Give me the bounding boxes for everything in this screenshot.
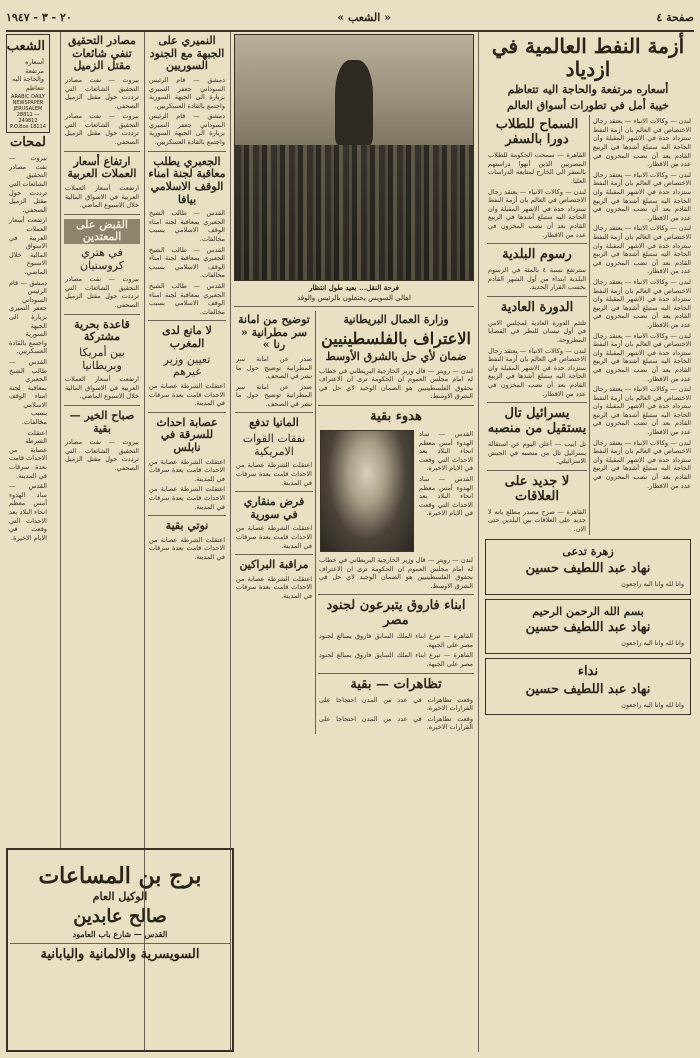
arrest-sub: في هتري كروستيان <box>80 246 124 272</box>
lamahat-body: بيروت — نفت مصادر التحقيق الشائعات التي ترددت حول مقتل الزميل الصحفي. <box>9 154 47 214</box>
tawdih-headline: توضيح من امانة سر مطرانية « رنا » <box>238 313 310 352</box>
lamahat-title: لمحات <box>9 135 47 151</box>
notice-title: نداء <box>577 663 599 679</box>
notice-prayer: وانا لله وانا اليه راجعون <box>621 700 684 709</box>
gang-headline: عصابة احداث للسرقة في نابلس <box>156 415 218 454</box>
column-five <box>62 32 142 848</box>
condolence-name: نهاد عبد اللطيف حسين <box>525 620 651 636</box>
announce-name: نهاد عبد اللطيف حسين <box>525 561 651 577</box>
left-phone: 28811 — 249812 <box>16 112 40 125</box>
lead-body-more-5: لندن — وكالات الانباء — يعتقد رجال الاختصاص في العالم بان أزمة النفط ستزداد حدة في الاشهر المقبلة وان الحاجة اليه ستبلغ أشدها في الربيع القادم بعد أن نضب المخزون في عدد من الاقطار. <box>593 385 691 437</box>
lamahat-body-6: القدس — ساد الهدوء أمس معظم انحاء البلاد بعد الاحداث التي وقعت في الايام الاخيرة. <box>9 482 47 542</box>
volcano-headline: مراقبة البراكين <box>239 558 309 572</box>
morning-headline: صباح الخير — بقية <box>69 409 135 435</box>
lead-body-more-4: لندن — وكالات الانباء — يعتقد رجال الاختصاص في العالم بان أزمة النفط ستزداد حدة في الاشهر المقبلة وان الحاجة اليه ستبلغ أشدها في الربيع القادم بعد أن نضب المخزون في عدد من الاقطار. <box>593 331 691 383</box>
syria-body: اعتقلت الشرطة عصابة من الاحداث قامت بعدة سرقات في المدينة. <box>236 524 312 550</box>
left-paper-name: الشعب <box>6 39 45 54</box>
condolence-title: بسم الله الرحمن الرحيم <box>532 604 644 618</box>
jabari-body-2: القدس — طالب الشيخ الجعبري بمعاقبة لجنة امناء الوقف الاسلامي بسبب مخالفات. <box>149 245 225 280</box>
naval-sub: بين أمريكا وبريطانيا <box>79 345 125 372</box>
naval-body: ارتفعت أسعار العملات العربية في الاسواق المالية خلال الاسبوع الماضي. <box>65 375 139 401</box>
lamahat-body-3: دمشق — قام الرئيس السوداني جعفر النميري بزيارة الى الجبهة السورية واجتمع بالقادة العسكريين. <box>9 278 47 356</box>
morocco-headline: لا مانع لدى المغرب <box>162 324 212 350</box>
crowd-shape <box>235 145 473 280</box>
lead-subhead: أسعاره مرتفعة والحاجة اليه تتعاظم <box>507 83 669 96</box>
lead-body-more-2: لندن — وكالات الانباء — يعتقد رجال الاختصاص في العالم بان أزمة النفط ستزداد حدة في الاشهر المقبلة وان الحاجة اليه ستبلغ أشدها في الربيع القادم بعد أن نضب المخزون في عدد من الاقطار. <box>593 224 691 276</box>
jury-body: تلتئم الدورة العادية لمجلس الامن في أول نيسان للنظر في القضايا المطروحة. <box>488 318 586 344</box>
jury-headline: الدورة العادية <box>500 299 574 315</box>
paper-name: « الشعب » <box>337 10 391 24</box>
relations-body: القاهرة — صرح مصدر مطلع بانه لا جديد على العلاقات بين البلدين حتى الان. <box>488 507 586 533</box>
adaa-body: سترتفع نسبة ٤ بالمئة في الرسوم البلدية ابتداء من أول الشهر القادم بحسب القرار الجديد. <box>488 266 586 292</box>
farouk-headline: ابناء فاروق يتبرعون لجنود مصر <box>326 598 466 629</box>
volcano-body: اعتقلت الشرطة عصابة من الاحداث قامت بعدة سرقات في المدينة. <box>236 574 312 601</box>
naval-headline: قاعدة بحرية مشتركة <box>74 317 130 344</box>
announce-title: زهرة تدعى <box>562 545 614 559</box>
lead-body: لندن — وكالات الانباء — يعتقد رجال الاختصاص في العالم بان أزمة النفط ستزداد حدة في الاشهر المقبلة وان الحاجة اليه ستبلغ أشدها في الربيع القادم بعد أن نضب المخزون في عدد من الاقطار. <box>593 117 691 169</box>
germany-body: اعتقلت الشرطة عصابة من الاحداث قامت بعدة سرقات في المدينة. <box>236 461 312 487</box>
hoda-body: القدس — ساد الهدوء أمس معظم انحاء البلاد بعد الاحداث التي وقعت في الايام الاخيرة. <box>419 429 473 473</box>
left-english-3: JERUSALEM <box>13 106 43 113</box>
crowd-photo <box>234 34 474 281</box>
germany-headline: المانيا تدفع <box>249 416 299 430</box>
hoda-body-2: القدس — ساد الهدوء أمس معظم انحاء البلاد بعد الاحداث التي وقعت في الايام الاخيرة. <box>419 474 473 518</box>
gang-body-2: اعتقلت الشرطة عصابة من الاحداث قامت بعدة سرقات في المدينة. <box>149 485 225 511</box>
masthead <box>6 4 694 32</box>
lead-headline: أزمة النفط العالمية في ازدياد <box>491 34 685 81</box>
workers-headline: الاعتراف بالفلسطينيين <box>321 328 471 348</box>
workers-body-2: لندن — رويتر — قال وزير الخارجية البريطاني في خطاب له امام مجلس العموم ان الحكومة ترى ان الاعتراف بحقوق الفلسطينيين هو الضمان الوحيد لاي حل في الشرق الاوسط. <box>319 555 473 590</box>
gang-body: اعتقلت الشرطة عصابة من الاحداث قامت بعدة سرقات في المدينة. <box>149 457 225 483</box>
farouk-body-2: القاهرة — تبرع ابناء الملك السابق فاروق بمبالغ لجنود مصر على الجبهة. <box>319 651 473 669</box>
right-column <box>482 32 694 1052</box>
portrait-photo <box>320 430 414 552</box>
condolence-prayer: وانا لله وانا اليه راجعون <box>621 639 684 648</box>
investigation-body-2: بيروت — نفت مصادر التحقيق الشائعات التي ترددت حول مقتل الزميل الصحفي. <box>65 112 139 147</box>
farouk-body: القاهرة — تبرع ابناء الملك السابق فاروق بمبالغ لجنود مصر على الجبهة. <box>319 632 473 649</box>
watch-ad-sub: الوكيل العام <box>92 890 148 904</box>
morning-body: بيروت — نفت مصادر التحقيق الشائعات التي ترددت حول مقتل الزميل الصحفي. <box>65 438 139 473</box>
left-pobox: P.O.Box 18114 <box>10 124 46 131</box>
photo-caption: فرحة النقل... بعيد طول انتظار <box>308 283 400 292</box>
lead-body-more-3: لندن — وكالات الانباء — يعتقد رجال الاختصاص في العالم بان أزمة النفط ستزداد حدة في الاشهر المقبلة وان الحاجة اليه ستبلغ أشدها في الربيع القادم بعد أن نضب المخزون في عدد من الاقطار. <box>593 277 691 329</box>
adaa-headline: رسوم البلدية <box>502 247 572 263</box>
lebanon-headline: السماح للطلاب دورا بالسفر <box>495 117 579 148</box>
watch-ad-brands: السويسرية والالمانية واليابانية <box>40 946 200 962</box>
notice-box <box>485 658 691 715</box>
jury-body-2: لندن — وكالات الانباء — يعتقد رجال الاختصاص في العالم بان أزمة النفط ستزداد حدة في الاشهر المقبلة وان الحاجة اليه ستبلغ أشدها في الربيع القادم بعد أن نضب المخزون في عدد من الاقطار. <box>488 346 586 398</box>
noti-body: اعتقلت الشرطة عصابة من الاحداث قامت بعدة سرقات في المدينة. <box>149 535 225 562</box>
tawdih-body-2: صدر عن امانة سر المطرانية توضيح حول ما نشر في الصحف. <box>236 382 312 408</box>
nimeiri-headline: النميري على الجبهة مع الجنود السوريين <box>149 34 225 73</box>
germany-sub: نفقات القوات الامريكية <box>242 432 306 458</box>
lamahat-body-2: ارتفعت أسعار العملات العربية في الاسواق المالية خلال الاسبوع الماضي. <box>9 216 47 276</box>
watch-ad <box>6 848 234 1052</box>
arrest-body: بيروت — نفت مصادر التحقيق الشائعات التي ترددت حول مقتل الزميل الصحفي. <box>65 275 139 310</box>
statue-shape <box>335 60 373 146</box>
nimeiri-body-2: دمشق — قام الرئيس السوداني جعفر النميري بزيارة الى الجبهة السورية واجتمع بالقادة العسكريين. <box>149 112 225 147</box>
page-label: صفحة ٤ <box>656 10 694 24</box>
nimeiri-body: دمشق — قام الرئيس السوداني جعفر النميري بزيارة الى الجبهة السورية واجتمع بالقادة العسكريين. <box>149 75 225 110</box>
left-english-2: NEWSPAPER <box>12 100 44 107</box>
watch-ad-addr: القدس — شارع باب العامود <box>72 928 168 939</box>
left-english-1: ARABIC DAILY <box>11 94 45 101</box>
israel-body: تل ابيب — أعلن اليوم عن استقالة يسرائيل تال من منصبه في الجيش الاسرائيلي. <box>488 439 586 466</box>
lead-body-more-6: لندن — وكالات الانباء — يعتقد رجال الاختصاص في العالم بان أزمة النفط ستزداد حدة في الاشهر المقبلة وان الحاجة اليه ستبلغ أشدها في الربيع القادم بعد أن نضب المخزون في عدد من الاقطار. <box>593 438 691 490</box>
issue-date: ٢٠ - ٣ - ١٩٤٧ <box>6 10 72 24</box>
workers-body: لندن — رويتر — قال وزير الخارجية البريطاني في خطاب له امام مجلس العموم ان الحكومة ترى ان الاعتراف بحقوق الفلسطينيين هو الضمان الوحيد لاي حل في الشرق الاوسط. <box>319 366 473 401</box>
morocco-body: اعتقلت الشرطة عصابة من الاحداث قامت بعدة سرقات في المدينة. <box>149 381 225 408</box>
demos-body: وقعت تظاهرات في عدد من المدن احتجاجا على القرارات الاخيرة. <box>319 695 473 713</box>
announce-prayer: وانا لله وانا اليه راجعون <box>621 579 684 588</box>
lead-subhead-2: خيبة أمل في تطورات أسواق العالم <box>507 98 669 112</box>
noti-headline: نوتي بقية <box>165 519 209 533</box>
photo-caption-2: اهالي السويس يحتفلون بالرئيس والوفد <box>297 294 411 302</box>
demos-body-2: وقعت تظاهرات في عدد من المدن احتجاجا على القرارات الاخيرة. <box>319 714 473 732</box>
lead-body-more: لندن — وكالات الانباء — يعتقد رجال الاختصاص في العالم بان أزمة النفط ستزداد حدة في الاشهر المقبلة وان الحاجة اليه ستبلغ أشدها في الربيع القادم بعد أن نضب المخزون في عدد من الاقطار. <box>593 170 691 222</box>
left-paper-body: أسعاره مرتفعة والحاجة اليه تتعاظم <box>12 57 44 92</box>
relations-headline: لا جديد على العلاقات <box>504 473 570 504</box>
paper-box <box>6 34 50 133</box>
morocco-sub: تعيين وزير غيرهم <box>163 352 211 379</box>
workers-subhead: ضمان لأي حل بالشرق الأوسط <box>325 350 467 364</box>
jabari-body-3: القدس — طالب الشيخ الجعبري بمعاقبة لجنة امناء الوقف الاسلامي بسبب مخالفات. <box>149 281 225 316</box>
center-column <box>232 32 476 1052</box>
lebanon-body: القاهرة — سمحت الحكومة للطلاب المصريين الذين أنهوا دراستهم بالسفر الى الخارج لمتابعة الدراسات العليا. <box>488 151 586 185</box>
announcement-box <box>485 539 691 594</box>
left-strip <box>6 32 50 846</box>
jabari-headline: الجعبري يطلب معاقبة لجنة امناء الوقف الاسلامي بيافا <box>148 154 226 206</box>
lamahat-body-4: القدس — طالب الشيخ الجعبري بمعاقبة لجنة امناء الوقف الاسلامي بسبب مخالفات. <box>9 357 47 427</box>
investigation-headline: مصادر التحقيق تنفي شائعات مقتل الزميل <box>68 34 136 73</box>
watch-ad-name: صالح عابدين <box>73 905 167 927</box>
notice-name: نهاد عبد اللطيف حسين <box>525 681 651 697</box>
currency-body: ارتفعت أسعار العملات العربية في الاسواق المالية خلال الاسبوع الماضي. <box>65 183 139 210</box>
condolence-box <box>485 599 691 654</box>
investigation-body: بيروت — نفت مصادر التحقيق الشائعات التي ترددت حول مقتل الزميل الصحفي. <box>65 75 139 110</box>
arrest-headline: القبض على المعتدين <box>64 219 140 244</box>
hoda-headline: هدوء بقية <box>370 409 422 425</box>
workers-kicker: وزارة العمال البريطانية <box>343 313 449 326</box>
jabari-body: القدس — طالب الشيخ الجعبري بمعاقبة لجنة امناء الوقف الاسلامي بسبب مخالفات. <box>149 209 225 244</box>
lamahat-body-5: اعتقلت الشرطة عصابة من الاحداث قامت بعدة سرقات في المدينة. <box>9 428 47 480</box>
lebanon-body-2: لندن — وكالات الانباء — يعتقد رجال الاختصاص في العالم بان أزمة النفط ستزداد حدة في الاشهر المقبلة وان الحاجة اليه ستبلغ أشدها في الربيع القادم بعد أن نضب المخزون في عدد من الاقطار. <box>488 187 586 239</box>
syria-headline: فرض منقاري في سورية <box>243 495 305 521</box>
tawdih-body: صدر عن امانة سر المطرانية توضيح حول ما نشر في الصحف. <box>236 354 312 381</box>
israel-headline: يسرائيل تال يستقيل من منصبه <box>487 406 587 437</box>
currency-headline: ارتفاع أسعار العملات العربية <box>67 154 137 181</box>
demos-headline: تظاهرات — بقية <box>350 676 442 692</box>
watch-ad-title: برج بن المساعات <box>38 863 202 889</box>
